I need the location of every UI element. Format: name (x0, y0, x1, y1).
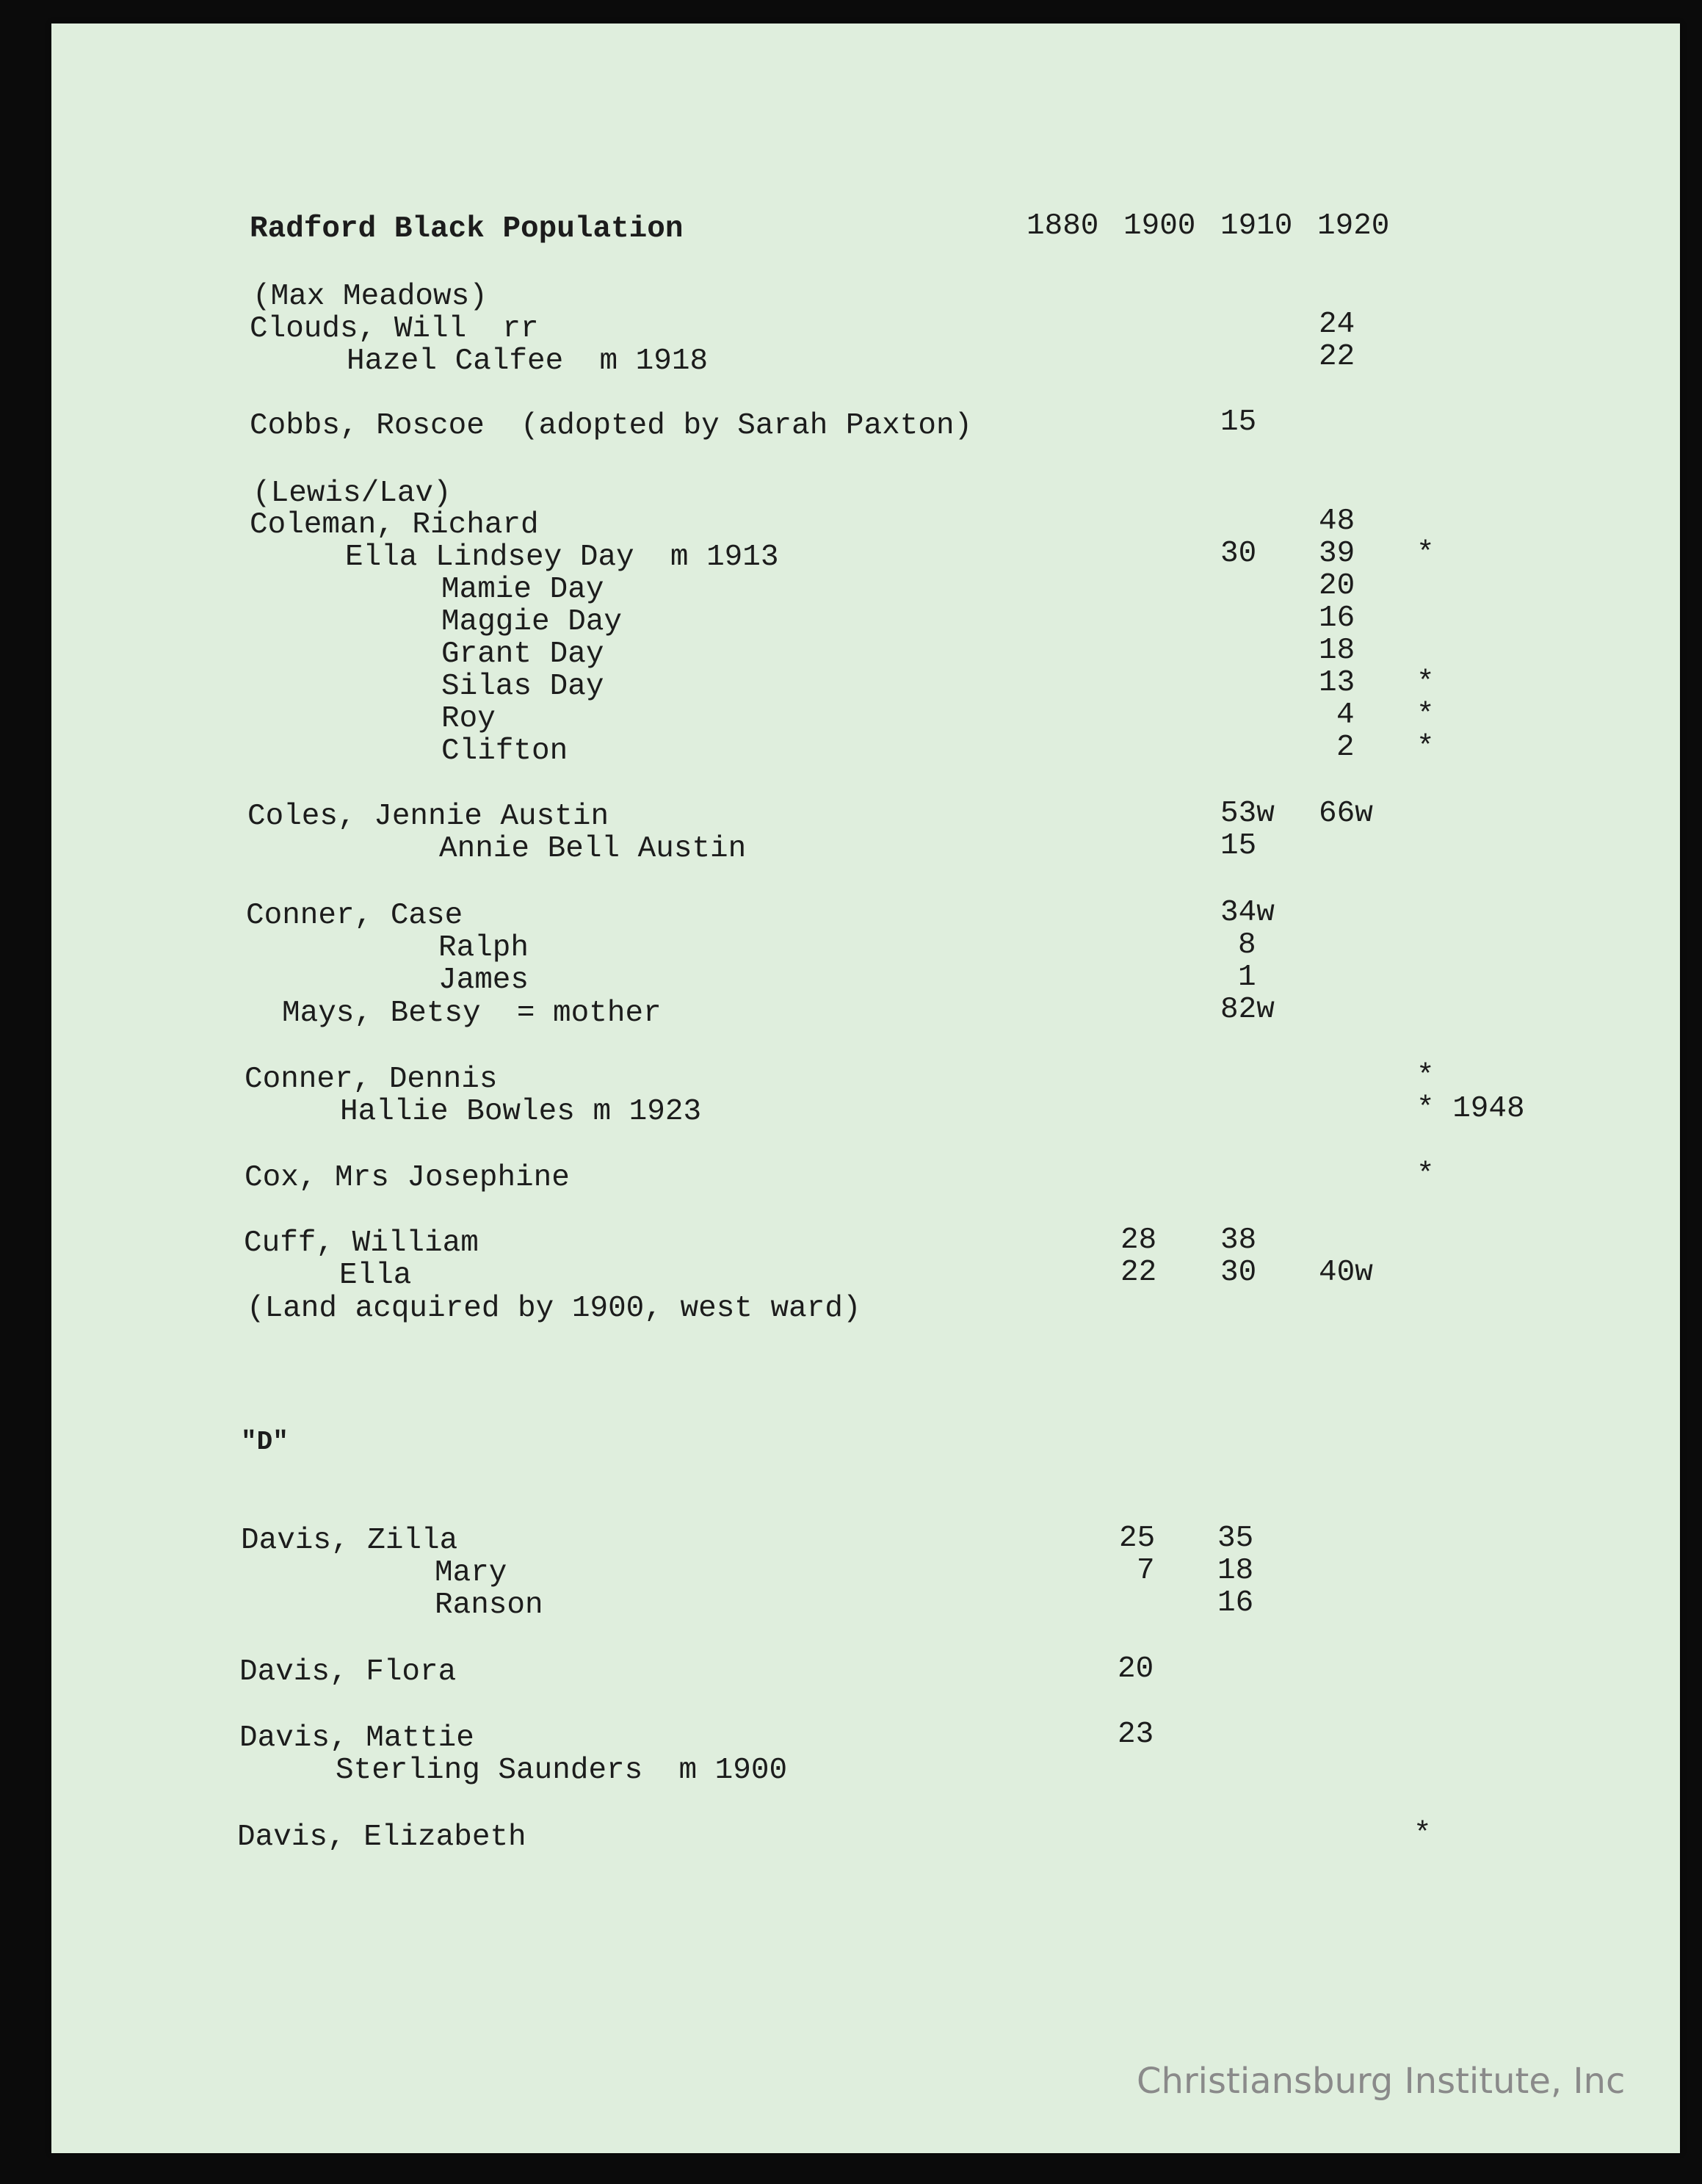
census-value: 7 (1137, 1554, 1155, 1588)
year-header-1910: 1910 (1220, 209, 1293, 243)
asterisk-marker: * (1416, 666, 1435, 700)
entry-name: Davis, Flora (239, 1655, 457, 1689)
entry-name: Coles, Jennie Austin (247, 800, 609, 834)
census-value: 23 (1118, 1718, 1154, 1751)
asterisk-marker: * 1948 (1416, 1092, 1525, 1126)
asterisk-marker: * (1416, 537, 1435, 571)
year-header-1880: 1880 (1026, 209, 1099, 243)
census-value: 18 (1217, 1554, 1254, 1588)
section-letter: "D" (241, 1427, 289, 1457)
entry-name: Cobbs, Roscoe (adopted by Sarah Paxton) (250, 409, 973, 443)
census-value: 22 (1120, 1256, 1157, 1290)
watermark-text: Christiansburg Institute, Inc (1137, 2061, 1626, 2102)
group-label: (Lewis/Lav) (253, 477, 452, 510)
census-value: 38 (1220, 1223, 1257, 1257)
asterisk-marker: * (1416, 1060, 1435, 1093)
year-header-1900: 1900 (1123, 209, 1196, 243)
year-header-1920: 1920 (1317, 209, 1390, 243)
census-value: 66w (1319, 797, 1373, 831)
census-value: 18 (1319, 634, 1355, 668)
entry-name: Mamie Day (441, 573, 604, 607)
census-value: 16 (1217, 1586, 1254, 1620)
census-value: 48 (1319, 505, 1355, 538)
entry-name: Davis, Zilla (241, 1524, 458, 1558)
census-value: 82w (1220, 993, 1275, 1027)
census-value: 39 (1319, 537, 1355, 571)
entry-name: Hallie Bowles m 1923 (340, 1095, 702, 1129)
entry-name: Hazel Calfee m 1918 (347, 344, 709, 378)
entry-name: Clouds, Will rr (250, 312, 539, 346)
entry-name: Annie Bell Austin (439, 832, 747, 866)
census-value: 30 (1220, 537, 1257, 571)
entry-name: Ranson (435, 1588, 543, 1622)
census-value: 40w (1319, 1256, 1373, 1290)
census-value: 8 (1238, 928, 1256, 962)
entry-name: Mary (435, 1556, 507, 1590)
census-value: 35 (1217, 1522, 1254, 1555)
entry-name: Conner, Case (246, 899, 463, 933)
asterisk-marker: * (1416, 698, 1435, 732)
asterisk-marker: * (1416, 731, 1435, 764)
entry-name: Coleman, Richard (250, 508, 539, 542)
entry-name: Roy (441, 702, 496, 736)
entry-name: Ralph (438, 931, 529, 965)
entry-name: Silas Day (441, 670, 604, 704)
census-value: 15 (1220, 405, 1257, 439)
entry-name: Davis, Elizabeth (237, 1820, 526, 1854)
entry-note: (Land acquired by 1900, west ward) (247, 1292, 861, 1326)
census-value: 20 (1118, 1652, 1154, 1686)
census-value: 16 (1319, 601, 1355, 635)
entry-name: Mays, Betsy = mother (282, 997, 662, 1030)
census-value: 25 (1119, 1522, 1156, 1555)
census-value: 4 (1336, 698, 1355, 732)
census-value: 22 (1319, 340, 1355, 374)
entry-name: Maggie Day (441, 605, 623, 639)
entry-name: Grant Day (441, 637, 604, 671)
census-value: 30 (1220, 1256, 1257, 1290)
entry-name: Ella (339, 1259, 412, 1292)
asterisk-marker: * (1416, 1158, 1435, 1192)
entry-name: Davis, Mattie (239, 1721, 474, 1755)
census-value: 24 (1319, 308, 1355, 341)
census-value: 28 (1120, 1223, 1157, 1257)
entry-name: Cox, Mrs Josephine (245, 1161, 570, 1195)
census-value: 2 (1336, 731, 1355, 764)
entry-name: Clifton (441, 734, 568, 768)
census-value: 15 (1220, 829, 1257, 863)
entry-name: Conner, Dennis (245, 1063, 498, 1096)
entry-name: Cuff, William (244, 1226, 479, 1260)
asterisk-marker: * (1413, 1818, 1432, 1851)
page-title: Radford Black Population (250, 212, 684, 246)
group-label: (Max Meadows) (253, 280, 488, 314)
entry-name: Ella Lindsey Day m 1913 (345, 540, 779, 574)
census-value: 53w (1220, 797, 1275, 831)
census-value: 13 (1319, 666, 1355, 700)
census-value: 34w (1220, 896, 1275, 930)
census-value: 1 (1238, 961, 1256, 994)
entry-name: Sterling Saunders m 1900 (336, 1754, 788, 1787)
entry-name: James (438, 963, 529, 997)
census-value: 20 (1319, 569, 1355, 603)
